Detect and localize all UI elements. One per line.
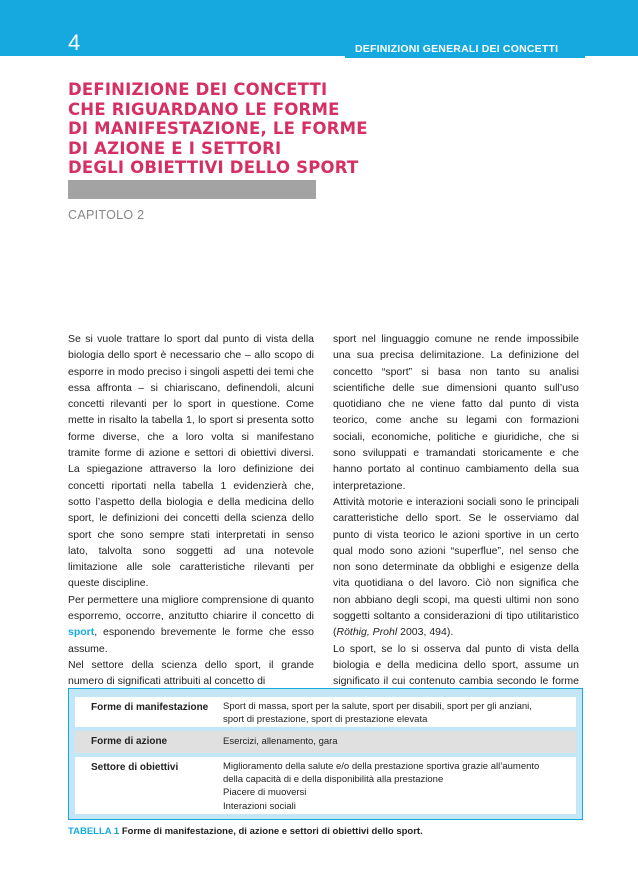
table-row: [75, 757, 576, 814]
paragraph: sport nel linguaggio comune ne rende impossibile una sua precisa delimitazione. La definizione del concetto “sport” si basa non tanto su analisi scientifiche delle sue dimensioni quanto sull’uso quotidiano che ne viene fatto dal punto di vista teorico, come anche su legami con formazioni sociali, economiche, politiche e giuridiche, che si sono sviluppati e tramandati storicamente e che hanno portato al continuo cambiamento della sua interpretazione.: [333, 333, 579, 492]
paragraph: Nel settore della scienza dello sport, il grande numero di significati attribuiti al concetto di: [68, 658, 314, 688]
row-value-line: Interazioni sociali: [223, 800, 296, 812]
paragraph-text: , esponendo brevemente le forme che esso assume.: [68, 626, 314, 655]
paragraph: [333, 494, 579, 641]
row-value-line: Sport di massa, sport per la salute, sport per disabili, sport per gli anziani,: [223, 701, 532, 712]
caption-text: Forme di manifestazione, di azione e settori di obiettivi dello sport.: [121, 826, 423, 837]
chapter-title-line: CHE RIGUARDANO LE FORME: [68, 99, 340, 119]
paragraph-text: 2003, 494).: [397, 626, 454, 639]
paragraph-text: Per permettere una migliore comprensione di quanto esporremo, occorre, anzitutto chiarire il concetto di: [68, 593, 314, 623]
chapter-title-line: DI MANIFESTAZIONE, LE FORME: [68, 119, 368, 139]
caption-label: TABELLA 1: [68, 826, 120, 837]
chapter-title-line: DEFINIZIONE DEI CONCETTI: [68, 80, 328, 99]
row-label: Forme di azione: [91, 736, 168, 747]
row-label: Forme di manifestazione: [91, 702, 209, 713]
paragraph-text: Attività motorie e interazioni sociali sono le principali caratteristiche dello sport. Se le osserviamo dal punto di vista teorico le azioni sportive in un certo qual modo sono azioni “superflue”, nel senso che non sono determinate da obblighi e esigenze della vita quotidiana o del lavoro. Ciò non significa che non abbiano degli scopi, ma questi ultimi non sono soggetti soltanto a considerazioni di tipo utilitaristico (: [333, 495, 579, 639]
keyword-sport: sport: [68, 626, 95, 639]
table-caption: [68, 826, 423, 837]
chapter-label: CAPITOLO 2: [68, 208, 145, 222]
paragraph: [68, 592, 314, 657]
chapter-title: [68, 80, 388, 178]
row-value-line: Miglioramento della salute e/o della prestazione sportiva grazie all’aumento: [223, 761, 540, 772]
body-column-left: [68, 331, 314, 690]
decorative-gray-bar: [68, 180, 316, 199]
row-value-line: Esercizi, allenamento, gara: [223, 736, 338, 747]
row-label: Settore di obiettivi: [91, 762, 179, 773]
row-values: [223, 735, 573, 748]
row-value-line: della capacità di e della disponibilità alla prestazione: [223, 774, 444, 786]
citation-authors: Röthig, Prohl: [336, 626, 398, 639]
row-values: [223, 700, 573, 726]
chapter-title-line: DEGLI OBIETTIVI DELLO SPORT: [68, 158, 359, 178]
table-row: [75, 731, 576, 753]
page-number: 4: [68, 30, 81, 55]
table-row: [75, 697, 576, 727]
paragraph: Lo sport, se lo si osserva dal punto di vista della biologia e della medicina dello sport, assume un significato il cui contenuto cambia secondo le forme: [333, 642, 579, 688]
paragraph: Se si vuole trattare lo sport dal punto di vista della biologia dello sport è necessario che – allo scopo di esporre in modo preciso i singoli aspetti dei temi che essa affronta – si chiariscano, definendoli, alcuni concetti rilevanti per lo sport in questione. Come mette in risalto la tabella 1, lo sport si presenta sotto forme diverse, che a loro volta si manifestano tramite forme di azione e settori di obiettivi diversi. La spiegazione attraverso la loro definizione dei concetti riportati nella tabella 1 evidenzierà che, sotto l’aspetto della biologia e della medicina dello sport, le definizioni dei concetti della scienza dello sport che sono sempre stati interpretati in senso lato, talvolta sono soggetti ad una notevole limitazione alle sole caratteristiche rilevanti per queste discipline.: [68, 333, 314, 590]
table-1: [68, 688, 583, 820]
row-value-line: sport di prestazione, sport di prestazione elevata: [223, 714, 428, 726]
row-values: [223, 760, 573, 813]
body-column-right: [333, 331, 579, 706]
running-head-underline: [345, 56, 585, 58]
chapter-title-line: DI AZIONE E I SETTORI: [68, 138, 282, 158]
row-value-line: Piacere di muoversi: [223, 787, 307, 799]
running-head: DEFINIZIONI GENERALI DEI CONCETTI: [355, 43, 559, 55]
